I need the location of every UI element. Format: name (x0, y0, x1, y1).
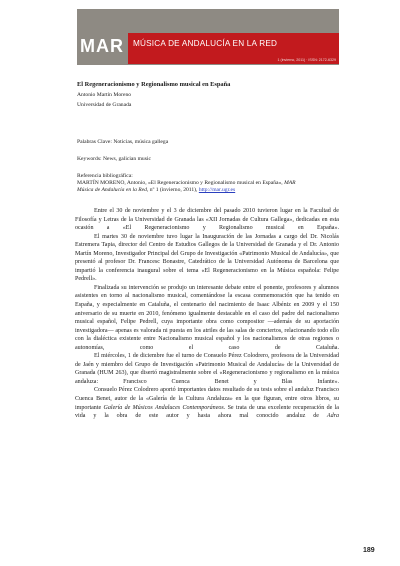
body-text: Consuelo Pérez Colodrero aportó importantes datos resultado de su tesis sobre el andaluz Francisco Cuenca Benet, autor de la «Galería de la Cultura Andaluza» en la que figuran, entre otros libros, su importante (75, 387, 339, 411)
article-title: El Regeneracionismo y Regionalismo musical en España (77, 81, 231, 88)
author-name: Antonio Martín Moreno (77, 92, 132, 98)
body-paragraph (75, 386, 339, 420)
issn-label: 1 (invierno, 2011) · ISSN: 2172-6329 (277, 58, 336, 62)
reference-line-2 (77, 187, 235, 195)
body-paragraph: Finalizada su intervención se produjo un interesante debate entre el ponente, profesores y alumnos asistentes en torno al nacionalismo musical, comentándose la escasa conmemoración que ha tenido en España, y especialmente en Cataluña, el centenario del nacimiento de Isaac Albéniz en 2009 y el 150 aniversario de su muerte en 2010, fenómeno igualmente destacable en el caso del padre del nacionalismo musical español, Felipe Pedrell, cuya importante obra como compositor —además de su aportación investigadora— apenas es valorada ni puesta en los atriles de las salas de conciertos, relacionando todo ello con la dialéctica existente entre Nacionalismo musical español y los nacionalismos de otras regiones o autonomías, como el caso de Cataluña. (75, 284, 339, 351)
place-name: Adra (326, 413, 339, 420)
page-number: 189 (363, 547, 375, 554)
author-affiliation: Universidad de Granada (77, 102, 132, 108)
body-paragraph: El martes 30 de noviembre tuvo lugar la Inauguración de las Jornadas a cargo del Dr. Nicolás Estremera Tapia, director del Centro de Estudios Gallegos de la Universidad de Granada y el Dr. Antonio Martín Moreno, Investigador Principal del Grupo de Investigación «Patrimonio Musical de Andalucía», que presentó al profesor Dr. Francesc Bonastre, Catedrático de la Universidad Autónoma de Barcelona que impartió la conferencia inaugural sobre el tema «El Regeneracionismo en la Música española: Felipe Pedrell». (75, 233, 339, 283)
reference-link[interactable]: http://mar.ugr.es (198, 187, 236, 193)
keywords-en: Keywords: News, galician music (77, 156, 151, 162)
reference-heading: Referencia bibliográfica: (77, 173, 133, 179)
journal-logo: MAR (80, 36, 124, 56)
reference-issue: , nº 1 (invierno, 2011), (146, 187, 199, 193)
book-title: Galería de Músicos Andaluces Contemporáneos (103, 404, 224, 411)
reference-journal-name: Música de Andalucía en la Red (77, 187, 147, 193)
article-body (75, 207, 339, 421)
reference-citation: MARTÍN MORENO, Antonio, «El Regeneracionismo y Regionalismo musical en España», (77, 180, 285, 186)
journal-banner (128, 33, 339, 64)
body-paragraph: Entre el 30 de noviembre y el 3 de diciembre del pasado 2010 tuvieron lugar en la Facultad de Filosofía y Letras de la Universidad de Granada las «XII Jornadas de Cultura Gallega», dedicadas en esta ocasión a «El Regeneracionismo y Regionalismo musical en España». (75, 208, 339, 232)
body-text: . Se trata de una excelente recuperación de la vida y la obra de este autor y hasta ahora mal conocido andaluz de (75, 404, 339, 420)
body-paragraph: El miércoles, 1 de diciembre fue el turno de Consuelo Pérez Colodrero, profesora de la Universidad de Jaén y miembro del Grupo de Investigación «Patrimonio Musical de Andalucía» de la Universidad de Granada (HUM 263), que disertó magistralmente sobre el «Regeneracionismo y regionalismo en la música andaluza: Francisco Cuenca Benet y Blas Infante». (75, 353, 339, 385)
banner-title: MÚSICA DE ANDALUCÍA EN LA RED (133, 39, 278, 48)
journal-header (77, 9, 339, 65)
reference-journal-abbrev: MAR (284, 180, 296, 186)
keywords-es: Palabras Clave: Noticias, música gallega (77, 139, 169, 145)
